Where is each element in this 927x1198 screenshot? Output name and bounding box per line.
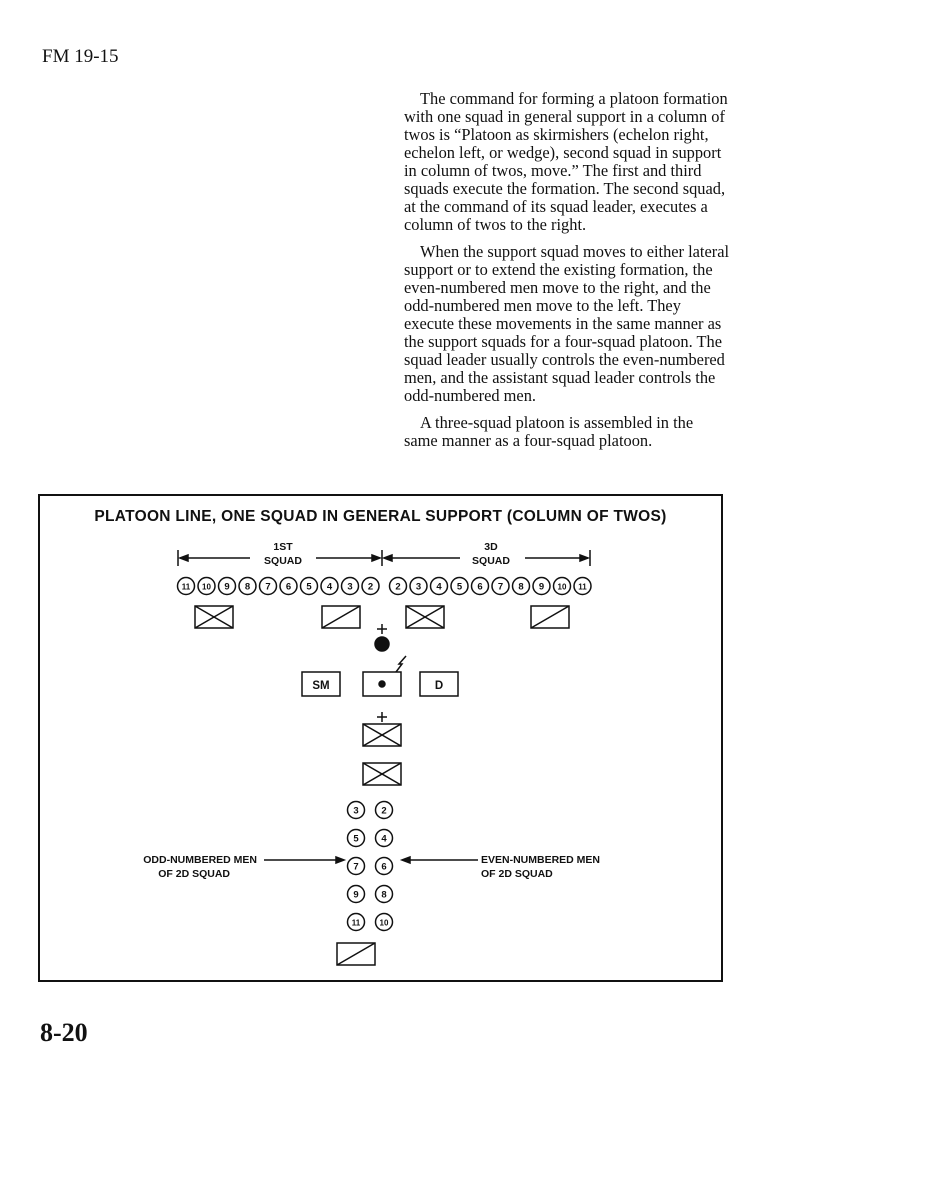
squad-3-soldier-number: 8	[518, 581, 524, 593]
paragraph: When the support squad moves to either lateral support or to extend the existing formation, the even-numbered men move to the right, and the odd-numbered men move to the left. They execute these movements in the same manner as the support squads for a four-squad platoon. The squad leader usually controls the even-numbered men, and the assistant squad leader controls the odd-numbered men.	[404, 242, 730, 405]
squad-3-soldier-number: 7	[497, 581, 504, 593]
squad-1-soldier-number: 10	[202, 582, 211, 592]
squad-1-soldier-number: 2	[367, 581, 374, 593]
squad-3-soldier-number: 4	[436, 581, 442, 593]
formation-diagram	[40, 496, 723, 982]
column-soldier-even-number: 8	[381, 889, 387, 901]
column-soldier-odd-number: 11	[351, 918, 361, 928]
column-soldier-odd-number: 5	[353, 833, 359, 845]
squad-3-soldier-number: 2	[395, 581, 401, 593]
squad-1-soldier-number: 11	[181, 582, 191, 592]
column-soldier-odd-number: 3	[353, 805, 359, 817]
arrowhead	[384, 555, 392, 561]
figure-title: PLATOON LINE, ONE SQUAD IN GENERAL SUPPORT (COLUMN OF TWOS)	[94, 508, 667, 525]
squad-3-soldier-number: 3	[415, 581, 422, 593]
squad-3-soldier-number: 9	[538, 581, 545, 593]
arrowhead	[180, 555, 188, 561]
command-dot	[379, 681, 385, 687]
squad-3-soldier-number: 11	[578, 582, 587, 592]
even-label: EVEN-NUMBERED MEN	[481, 854, 601, 866]
squad-3-label: 3D	[484, 541, 498, 553]
radio-icon	[396, 656, 406, 672]
squad-1-soldier-number: 5	[306, 581, 312, 593]
arrowhead	[580, 555, 588, 561]
squad-1-label: 1ST	[273, 541, 293, 553]
arrowhead	[372, 555, 380, 561]
squad-3-soldier-number: 6	[477, 581, 483, 593]
squad-1-soldier-number: 7	[265, 581, 271, 593]
paragraph: A three-squad platoon is assembled in the same manner as a four-squad platoon.	[404, 413, 694, 450]
squad-1-soldier-number: 4	[326, 581, 333, 593]
squad-3-label: SQUAD	[472, 555, 510, 567]
odd-label: ODD-NUMBERED MEN	[143, 854, 257, 866]
column-soldier-odd-number: 9	[353, 889, 359, 901]
squad-1-soldier-number: 3	[347, 581, 353, 593]
squad-3-soldier-number: 5	[456, 581, 463, 593]
column-soldier-even-number: 2	[381, 805, 387, 817]
column-soldier-even-number: 10	[379, 918, 389, 928]
squad-1-soldier-number: 9	[224, 581, 230, 593]
odd-arrowhead	[336, 857, 344, 863]
platoon-leader-icon	[375, 637, 389, 651]
squad-1-soldier-number: 6	[285, 581, 292, 593]
d-box-label: D	[434, 680, 444, 692]
column-soldier-even-number: 6	[381, 861, 387, 873]
squad-1-soldier-number: 8	[244, 581, 251, 593]
body-text	[404, 90, 730, 459]
sm-box-label: SM	[312, 680, 330, 692]
even-arrowhead	[402, 857, 410, 863]
squad-3-soldier-number: 10	[557, 582, 567, 592]
column-soldier-odd-number: 7	[353, 861, 359, 873]
even-label: OF 2D SQUAD	[481, 868, 553, 880]
paragraph: The command for forming a platoon formation with one squad in general support in a column of twos is “Platoon as skirmishers (echelon right, echelon left, or wedge), second squad in support in column of twos, move.” The first and third squads execute the formation. The second squad, at the command of its squad leader, executes a column of twos to the right.	[404, 89, 728, 234]
column-soldier-even-number: 4	[381, 833, 387, 845]
page-number: 8-20	[40, 1018, 88, 1047]
figure-frame	[38, 494, 723, 982]
squad-1-label: SQUAD	[264, 555, 302, 567]
document-id: FM 19-15	[42, 46, 119, 67]
odd-label: OF 2D SQUAD	[158, 868, 230, 880]
